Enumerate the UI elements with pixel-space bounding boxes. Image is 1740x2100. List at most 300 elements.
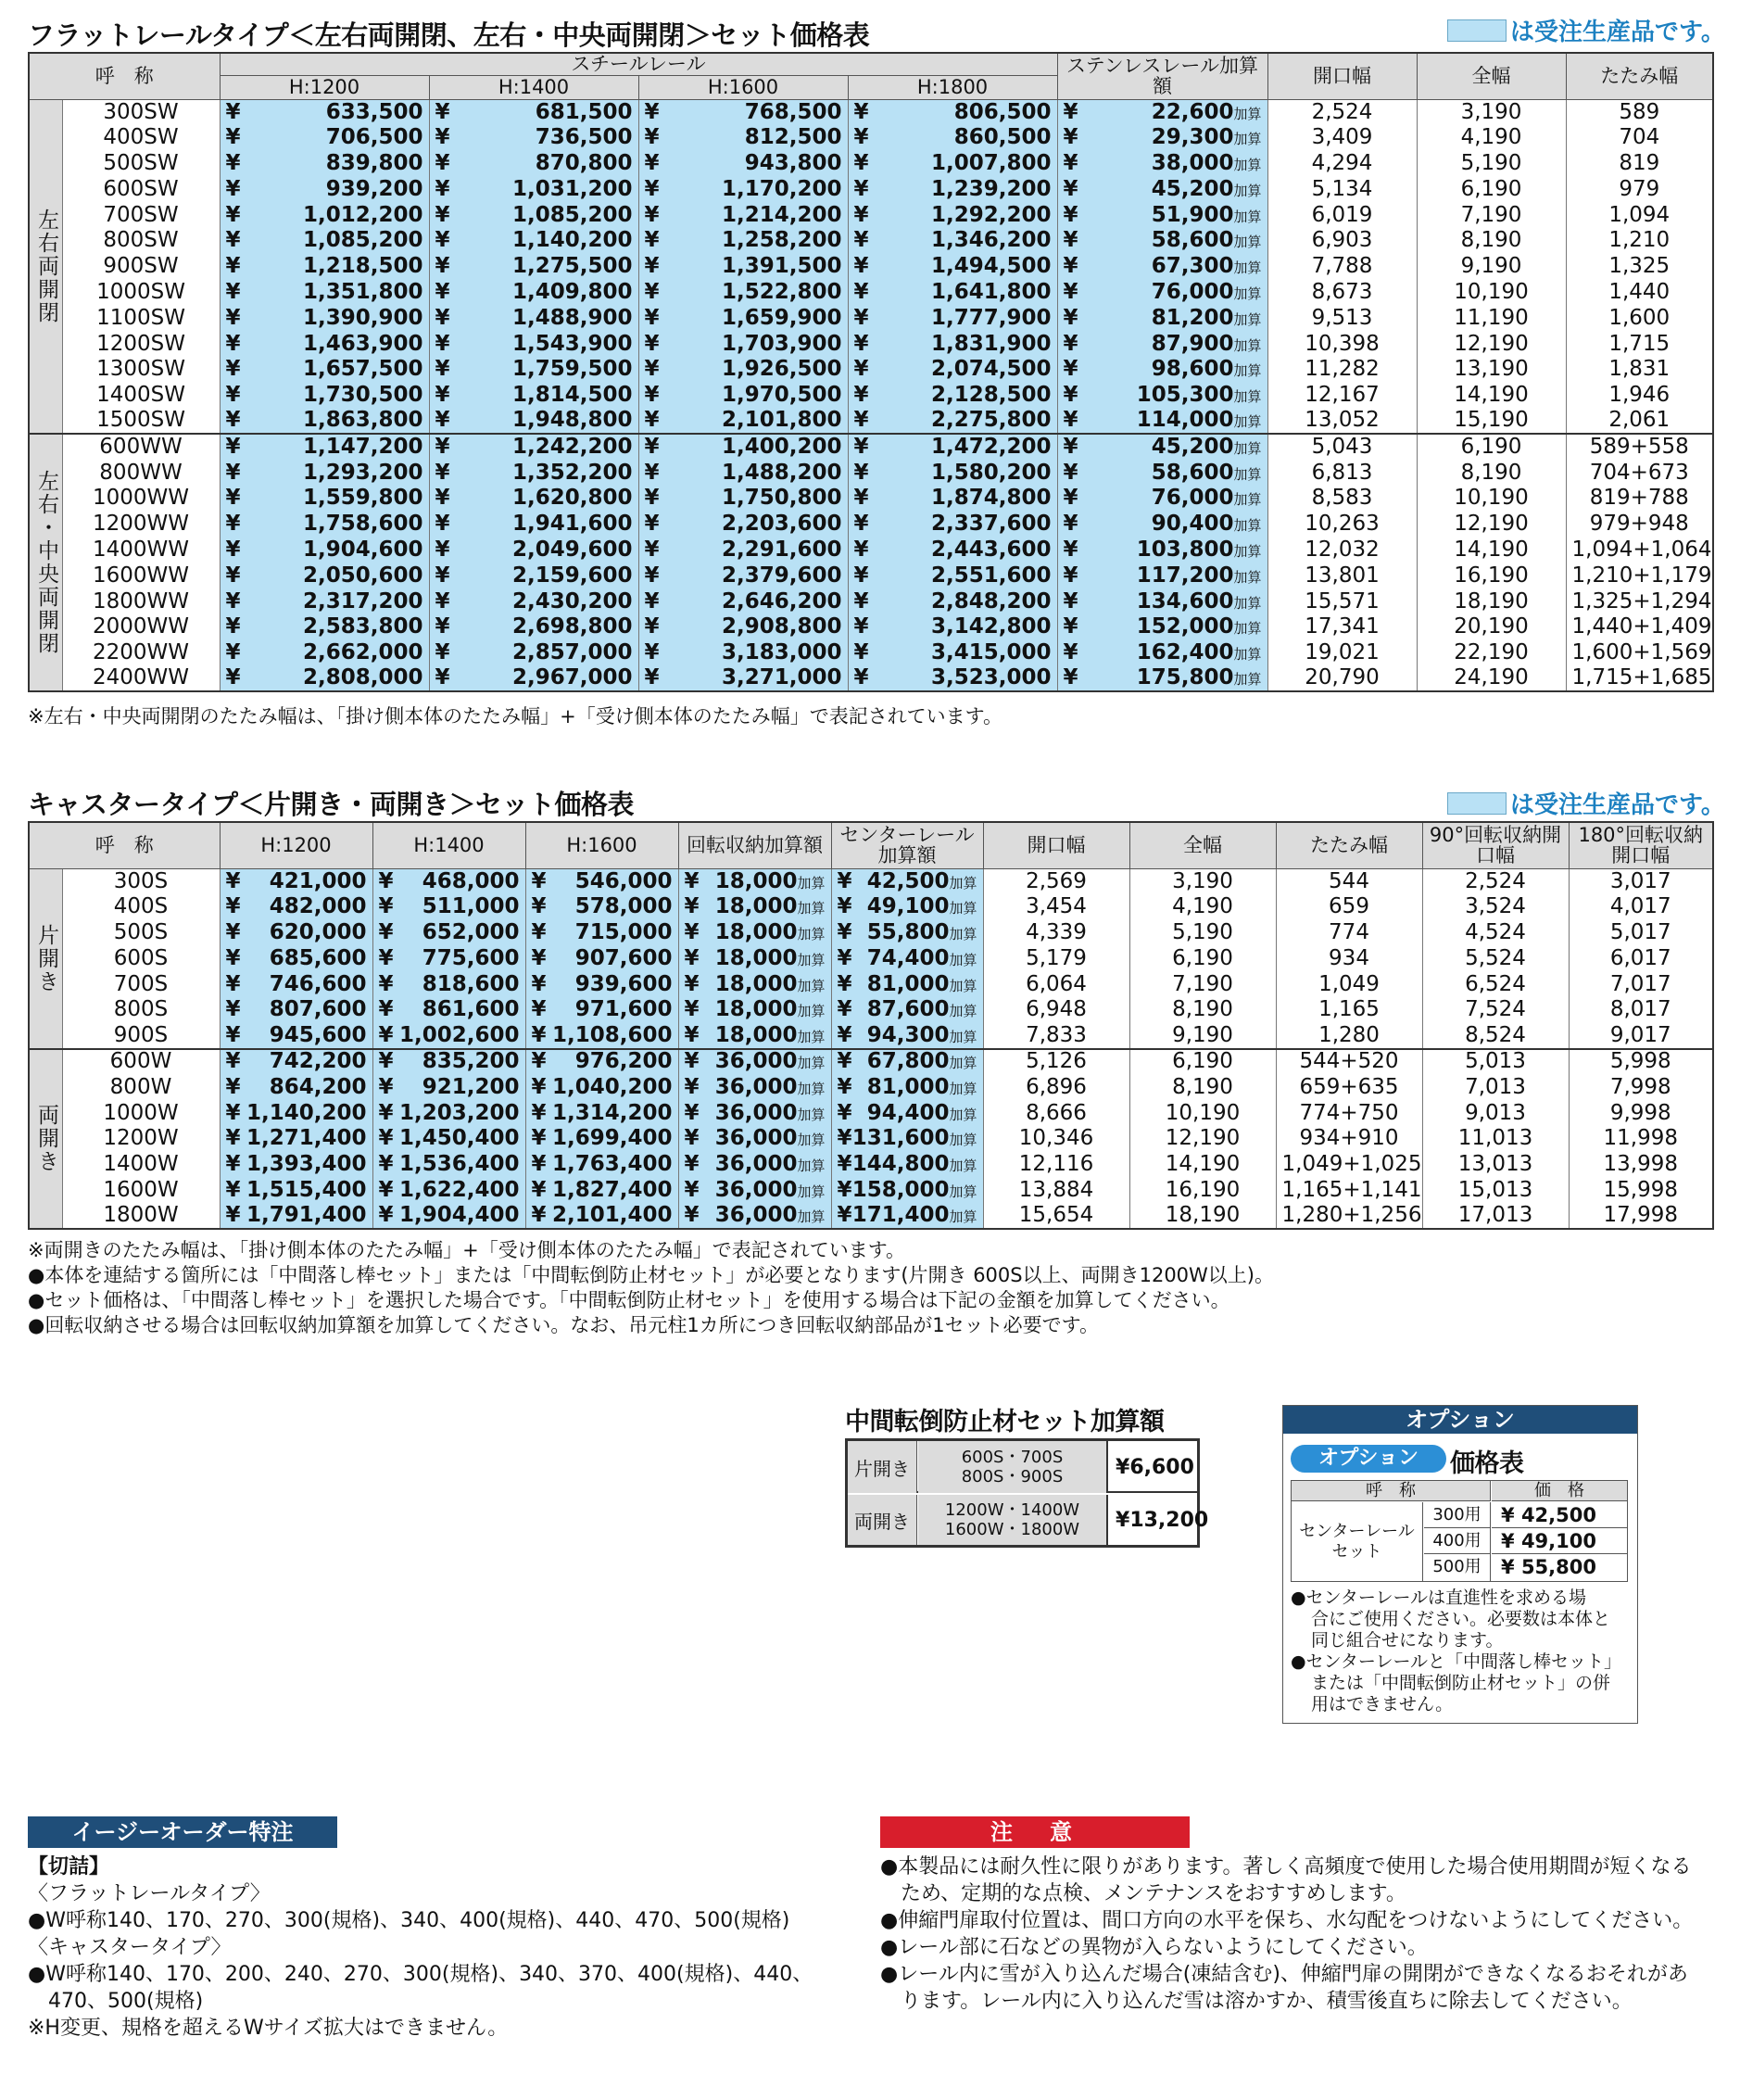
- price-value: 652,000: [422, 919, 520, 944]
- yen-symbol: ¥: [853, 408, 869, 433]
- price-value: 1,926,500: [722, 357, 842, 382]
- price-value: 1,874,800: [931, 486, 1052, 511]
- option-panel: [1282, 1405, 1638, 1724]
- add-value-wrap: [1152, 230, 1262, 251]
- add-suffix: 加算: [797, 900, 826, 917]
- table-row: [29, 588, 1713, 614]
- yen-symbol: ¥: [853, 435, 869, 460]
- add-value-wrap: [1151, 305, 1262, 330]
- dimension-cell: 13,884: [983, 1178, 1129, 1204]
- add-value-wrap: [1152, 513, 1262, 535]
- price-value: 2,317,200: [303, 588, 423, 614]
- add-value-wrap: [715, 1205, 826, 1226]
- yen-symbol: ¥: [435, 435, 450, 460]
- price-value: 1,346,200: [931, 228, 1052, 253]
- price-cell: [429, 228, 638, 254]
- price-cell: [429, 305, 638, 331]
- add-value-wrap: [852, 1154, 977, 1175]
- add-suffix: 加算: [949, 900, 977, 917]
- prevent-price: [1110, 1441, 1197, 1493]
- dimension-cell: 10,190: [1129, 1100, 1276, 1126]
- price-cell: [429, 512, 638, 538]
- yen-symbol: ¥: [644, 512, 660, 537]
- price-cell: [848, 614, 1057, 640]
- dimension-cell: 774+750: [1276, 1100, 1422, 1126]
- table-row: [29, 563, 1713, 588]
- dimension-cell: 18,190: [1417, 588, 1566, 614]
- dimension-cell: 11,998: [1569, 1126, 1713, 1152]
- price-value: 835,200: [422, 1049, 520, 1074]
- add-cell: [678, 1126, 831, 1152]
- table-row: [29, 868, 1713, 894]
- add-value-wrap: [1137, 410, 1262, 431]
- yen-symbol: ¥: [1063, 665, 1078, 690]
- option-item: [1292, 1502, 1423, 1581]
- row-name: 1600WW: [62, 563, 220, 588]
- yen-symbol: ¥: [531, 919, 547, 944]
- price-cell: [220, 383, 429, 409]
- add-value: 36,000: [714, 1152, 798, 1177]
- add-value-wrap: [1152, 436, 1262, 458]
- price-cell: [220, 868, 372, 894]
- table-row: [29, 945, 1713, 971]
- yen-symbol: ¥: [435, 279, 450, 304]
- yen-symbol: ¥: [1063, 614, 1078, 639]
- price-cell: [638, 563, 848, 588]
- add-value-wrap: [1137, 539, 1262, 561]
- group-label: [29, 434, 62, 691]
- dimension-cell: 16,190: [1129, 1178, 1276, 1204]
- add-value-wrap: [1151, 176, 1262, 201]
- add-suffix: 加算: [797, 1183, 826, 1200]
- price-cell: [638, 640, 848, 666]
- yen-symbol: ¥: [435, 408, 450, 433]
- row-name: 400SW: [62, 125, 220, 151]
- add-value: 55,800: [866, 919, 950, 944]
- yen-symbol: ¥: [853, 279, 869, 304]
- add-value-wrap: [866, 945, 977, 970]
- add-value: 45,200: [1151, 435, 1234, 460]
- prevent-row-double: [848, 1495, 1209, 1545]
- price-value: 1,515,400: [246, 1177, 367, 1202]
- price-cell: [220, 1126, 372, 1152]
- add-suffix: 加算: [1233, 671, 1262, 689]
- yen-symbol: ¥: [225, 1049, 241, 1074]
- add-value-wrap: [1137, 616, 1262, 638]
- price-cell: [638, 460, 848, 486]
- col-90-rotation: 90°回転収納開口幅: [1422, 822, 1569, 868]
- yen-symbol: ¥: [378, 919, 394, 944]
- dimension-cell: 774: [1276, 920, 1422, 946]
- price-value: 633,500: [325, 99, 423, 124]
- dimension-cell: 15,654: [983, 1203, 1129, 1229]
- price-value: 1,904,400: [399, 1203, 520, 1228]
- yen-symbol: ¥: [1063, 125, 1078, 150]
- price-cell: [525, 1074, 678, 1100]
- price-cell: [220, 280, 429, 306]
- option-price: [1492, 1528, 1627, 1554]
- price-value: 55,800: [1520, 1556, 1596, 1578]
- add-suffix: 加算: [797, 925, 826, 942]
- dimension-cell: 10,398: [1267, 331, 1417, 357]
- price-value: 2,050,600: [303, 563, 423, 588]
- price-value: 1,140,200: [246, 1100, 367, 1125]
- price-cell: [220, 563, 429, 588]
- table-row: [29, 125, 1713, 151]
- dimension-cell: 11,282: [1267, 357, 1417, 383]
- price-value: 806,500: [953, 99, 1052, 124]
- yen-symbol: ¥: [853, 202, 869, 227]
- add-value: 49,100: [866, 894, 950, 919]
- table-row: [29, 280, 1713, 306]
- prevent-table: [845, 1438, 1209, 1548]
- add-suffix: 加算: [797, 977, 826, 994]
- add-value: 87,900: [1151, 331, 1234, 356]
- add-value-wrap: [714, 919, 826, 944]
- yen-symbol: ¥: [435, 99, 450, 124]
- add-value: 51,900: [1151, 202, 1234, 227]
- add-cell: [678, 894, 831, 920]
- easy-order-header: イージーオーダー特注: [28, 1816, 337, 1848]
- dimension-cell: 17,998: [1569, 1203, 1713, 1229]
- yen-symbol: ¥: [225, 1152, 241, 1177]
- col-steel-rail: スチールレール: [220, 53, 1057, 75]
- dimension-cell: 1,600+1,569: [1566, 640, 1713, 666]
- add-value-wrap: [715, 1051, 826, 1072]
- yen-symbol: ¥: [644, 279, 660, 304]
- add-value-wrap: [714, 945, 826, 970]
- add-value-wrap: [852, 1205, 977, 1226]
- add-cell: [1057, 486, 1267, 512]
- price-cell: [638, 538, 848, 563]
- table-row: [29, 1074, 1713, 1100]
- yen-symbol: ¥: [684, 1100, 700, 1125]
- dimension-cell: 7,190: [1417, 202, 1566, 228]
- yen-symbol: ¥: [1063, 150, 1078, 175]
- price-cell: [220, 1074, 372, 1100]
- price-cell: [220, 434, 429, 460]
- price-cell: [638, 151, 848, 177]
- table-row: [29, 176, 1713, 202]
- add-cell: [678, 1178, 831, 1204]
- add-value-wrap: [1137, 385, 1262, 406]
- yen-symbol: ¥: [1063, 563, 1078, 588]
- price-value: 1,400,200: [722, 435, 842, 460]
- yen-symbol: ¥: [435, 331, 450, 356]
- dimension-cell: 9,998: [1569, 1100, 1713, 1126]
- add-suffix: 加算: [949, 1132, 977, 1149]
- add-value-wrap: [852, 1128, 977, 1149]
- yen-symbol: ¥: [531, 1100, 547, 1125]
- yen-symbol: ¥: [435, 537, 450, 562]
- yen-symbol: ¥: [837, 1049, 852, 1074]
- price-value: 1,758,600: [303, 512, 423, 537]
- yen-symbol: ¥: [1063, 279, 1078, 304]
- option-price: [1492, 1502, 1627, 1528]
- add-cell: [678, 945, 831, 971]
- prevent-size: 1200W・1400W: [944, 1500, 1080, 1520]
- option-note: 用はできません。: [1311, 1694, 1454, 1714]
- caution-line: ため、定期的な点検、メンテナンスをおすすめします。: [880, 1882, 1406, 1905]
- yen-symbol: ¥: [644, 640, 660, 665]
- add-suffix: 加算: [1233, 388, 1262, 406]
- add-value: 36,000: [714, 1126, 798, 1151]
- option-price: [1492, 1554, 1627, 1580]
- dimension-cell: 1,831: [1566, 357, 1713, 383]
- add-value: 171,400: [851, 1203, 950, 1228]
- price-cell: [525, 1100, 678, 1126]
- price-cell: [429, 125, 638, 151]
- yen-symbol: ¥: [531, 894, 547, 919]
- dimension-cell: 5,043: [1267, 434, 1417, 460]
- price-cell: [220, 357, 429, 383]
- dimension-cell: 3,454: [983, 894, 1129, 920]
- yen-symbol: ¥: [853, 512, 869, 537]
- yen-symbol: ¥: [435, 228, 450, 253]
- price-value: 1,827,400: [552, 1177, 673, 1202]
- price-cell: [220, 1178, 372, 1204]
- legend-text: は受注生産品です。: [1510, 19, 1725, 46]
- price-value: 578,000: [574, 894, 673, 919]
- yen-symbol: ¥: [684, 971, 700, 996]
- price-value: 1,759,500: [512, 357, 633, 382]
- price-cell: [220, 460, 429, 486]
- add-suffix: 加算: [949, 1208, 977, 1226]
- dimension-cell: 5,017: [1569, 920, 1713, 946]
- price-value: 620,000: [269, 919, 367, 944]
- yen-symbol: ¥: [684, 945, 700, 970]
- option-title: 価格表: [1450, 1449, 1524, 1478]
- yen-symbol: ¥: [853, 665, 869, 690]
- yen-symbol: ¥: [1063, 486, 1078, 511]
- dimension-cell: 5,998: [1569, 1049, 1713, 1075]
- legend-made-to-order: [1447, 13, 1725, 47]
- price-cell: [848, 434, 1057, 460]
- yen-symbol: ¥: [225, 512, 241, 537]
- price-value: 775,600: [422, 945, 520, 970]
- row-name: 1200SW: [62, 331, 220, 357]
- dimension-cell: 16,190: [1417, 563, 1566, 588]
- dimension-cell: 5,179: [983, 945, 1129, 971]
- price-value: 468,000: [422, 868, 520, 893]
- add-suffix: 加算: [797, 1003, 826, 1020]
- col-total-width: 全幅: [1129, 822, 1276, 868]
- dimension-cell: 4,190: [1417, 125, 1566, 151]
- add-value: 67,300: [1151, 254, 1234, 279]
- table-row: [29, 486, 1713, 512]
- price-cell: [848, 666, 1057, 692]
- price-cell: [220, 971, 372, 997]
- price-value: 1,580,200: [931, 460, 1052, 485]
- table-row: [29, 920, 1713, 946]
- yen-symbol: ¥: [378, 1177, 394, 1202]
- row-name: 1600W: [62, 1178, 220, 1204]
- dimension-cell: 4,524: [1422, 920, 1569, 946]
- yen-symbol: ¥: [225, 640, 241, 665]
- dimension-cell: 1,325: [1566, 254, 1713, 280]
- add-value: 36,000: [714, 1049, 798, 1074]
- price-value: 1,409,800: [512, 279, 633, 304]
- yen-symbol: ¥: [225, 331, 241, 356]
- yen: ¥: [1116, 1455, 1130, 1479]
- dimension-cell: 5,524: [1422, 945, 1569, 971]
- add-cell: [831, 1178, 983, 1204]
- price-value: 1,488,900: [512, 305, 633, 330]
- table-row: [29, 228, 1713, 254]
- price-value: 861,600: [422, 997, 520, 1022]
- price-value: 1,620,800: [512, 486, 633, 511]
- add-cell: [831, 1023, 983, 1049]
- add-value: 18,000: [714, 919, 798, 944]
- row-name: 1300SW: [62, 357, 220, 383]
- dimension-cell: 11,013: [1422, 1126, 1569, 1152]
- table-row: [29, 151, 1713, 177]
- table-row: [29, 538, 1713, 563]
- add-value-wrap: [867, 1051, 977, 1072]
- price-value: 1,522,800: [722, 279, 842, 304]
- table-row: [29, 1100, 1713, 1126]
- price-cell: [525, 1152, 678, 1178]
- dimension-cell: 3,409: [1267, 125, 1417, 151]
- table-row: [29, 409, 1713, 435]
- price-cell: [220, 588, 429, 614]
- price-value: 2,857,000: [512, 640, 633, 665]
- group-label: [29, 1049, 62, 1230]
- price-cell: [220, 151, 429, 177]
- yen-symbol: ¥: [644, 383, 660, 408]
- dimension-cell: 12,190: [1417, 331, 1566, 357]
- yen-symbol: ¥: [853, 150, 869, 175]
- dimension-cell: 13,190: [1417, 357, 1566, 383]
- price-cell: [220, 538, 429, 563]
- price-cell: [372, 1074, 525, 1100]
- add-value-wrap: [1151, 202, 1262, 227]
- add-value: 36,000: [714, 1203, 798, 1228]
- yen-symbol: ¥: [853, 383, 869, 408]
- price-cell: [372, 868, 525, 894]
- price-cell: [429, 280, 638, 306]
- dimension-cell: 3,190: [1417, 99, 1566, 125]
- price-value: 715,000: [574, 919, 673, 944]
- add-cell: [678, 920, 831, 946]
- yen-symbol: ¥: [225, 279, 241, 304]
- row-name: 500S: [62, 920, 220, 946]
- price-cell: [525, 1049, 678, 1075]
- price-value: 3,142,800: [931, 614, 1052, 639]
- prevent-title: 中間転倒防止材セット加算額: [845, 1408, 1165, 1436]
- add-cell: [1057, 563, 1267, 588]
- price-value: 943,800: [744, 150, 842, 175]
- add-suffix: 加算: [797, 1132, 826, 1149]
- dimension-cell: 2,524: [1267, 99, 1417, 125]
- price-value: 2,337,600: [931, 512, 1052, 537]
- add-value: 81,000: [866, 1074, 950, 1099]
- price-value: 768,500: [744, 99, 842, 124]
- yen-symbol: ¥: [225, 202, 241, 227]
- yen-symbol: ¥: [644, 357, 660, 382]
- group-label: [29, 868, 62, 1049]
- yen-symbol: ¥: [378, 1049, 394, 1074]
- price-value: 1,904,600: [303, 537, 423, 562]
- yen-symbol: ¥: [435, 176, 450, 201]
- dimension-cell: 17,013: [1422, 1203, 1569, 1229]
- dimension-cell: 18,190: [1129, 1203, 1276, 1229]
- add-value-wrap: [866, 971, 977, 996]
- dimension-cell: 12,167: [1267, 383, 1417, 409]
- price-value: 1,085,200: [512, 202, 633, 227]
- dimension-cell: 7,833: [983, 1023, 1129, 1049]
- row-name: 700S: [62, 971, 220, 997]
- price-value: 1,242,200: [512, 435, 633, 460]
- price-value: 1,203,200: [399, 1100, 520, 1125]
- price-cell: [429, 640, 638, 666]
- col-fold-width: たたみ幅: [1566, 53, 1713, 99]
- dimension-cell: 1,280+1,256: [1276, 1203, 1422, 1229]
- yen-symbol: ¥: [1063, 305, 1078, 330]
- add-value: 36,000: [714, 1177, 798, 1202]
- option-header: オプション: [1283, 1406, 1637, 1434]
- dimension-cell: 14,190: [1417, 383, 1566, 409]
- yen-symbol: ¥: [531, 1074, 547, 1099]
- yen-symbol: ¥: [378, 868, 394, 893]
- row-name: 1000W: [62, 1100, 220, 1126]
- add-cell: [831, 997, 983, 1023]
- price-value: 1,622,400: [399, 1177, 520, 1202]
- yen-symbol: ¥: [435, 125, 450, 150]
- yen-symbol: ¥: [853, 640, 869, 665]
- price-value: 2,275,800: [931, 408, 1052, 433]
- price-cell: [638, 512, 848, 538]
- option-size: 500用: [1432, 1557, 1482, 1576]
- add-cell: [831, 894, 983, 920]
- add-value: 18,000: [714, 1022, 798, 1047]
- easy-line: 470、500(規格): [28, 1990, 204, 2013]
- dimension-cell: 2,569: [983, 868, 1129, 894]
- row-name: 1200W: [62, 1126, 220, 1152]
- add-cell: [1057, 99, 1267, 125]
- col-name: 呼 称: [29, 822, 220, 868]
- table-row: [29, 1203, 1713, 1229]
- add-suffix: 加算: [1233, 336, 1262, 354]
- add-value-wrap: [867, 896, 977, 917]
- add-value: 105,300: [1136, 383, 1234, 408]
- yen-symbol: ¥: [684, 1203, 700, 1228]
- col-h1400: H:1400: [429, 75, 638, 99]
- dimension-cell: 819+788: [1566, 486, 1713, 512]
- yen-symbol: ¥: [644, 614, 660, 639]
- price-value: 1,699,400: [552, 1126, 673, 1151]
- yen-symbol: ¥: [684, 894, 700, 919]
- price-value: 1,472,200: [931, 435, 1052, 460]
- option-prices: [1492, 1502, 1627, 1581]
- yen-symbol: ¥: [853, 176, 869, 201]
- add-value-wrap: [715, 896, 826, 917]
- price-value: 1,352,200: [512, 460, 633, 485]
- price-value: 736,500: [535, 125, 633, 150]
- add-value: 18,000: [714, 945, 798, 970]
- yen-symbol: ¥: [435, 563, 450, 588]
- price-cell: [220, 1023, 372, 1049]
- price-cell: [848, 176, 1057, 202]
- price-cell: [525, 971, 678, 997]
- yen-symbol: ¥: [644, 176, 660, 201]
- add-value: 58,600: [1151, 460, 1234, 485]
- add-suffix: 加算: [1233, 413, 1262, 431]
- price-cell: [429, 331, 638, 357]
- prevent-row-single: [848, 1441, 1197, 1493]
- add-suffix: 加算: [1233, 594, 1262, 612]
- price-cell: [372, 1049, 525, 1075]
